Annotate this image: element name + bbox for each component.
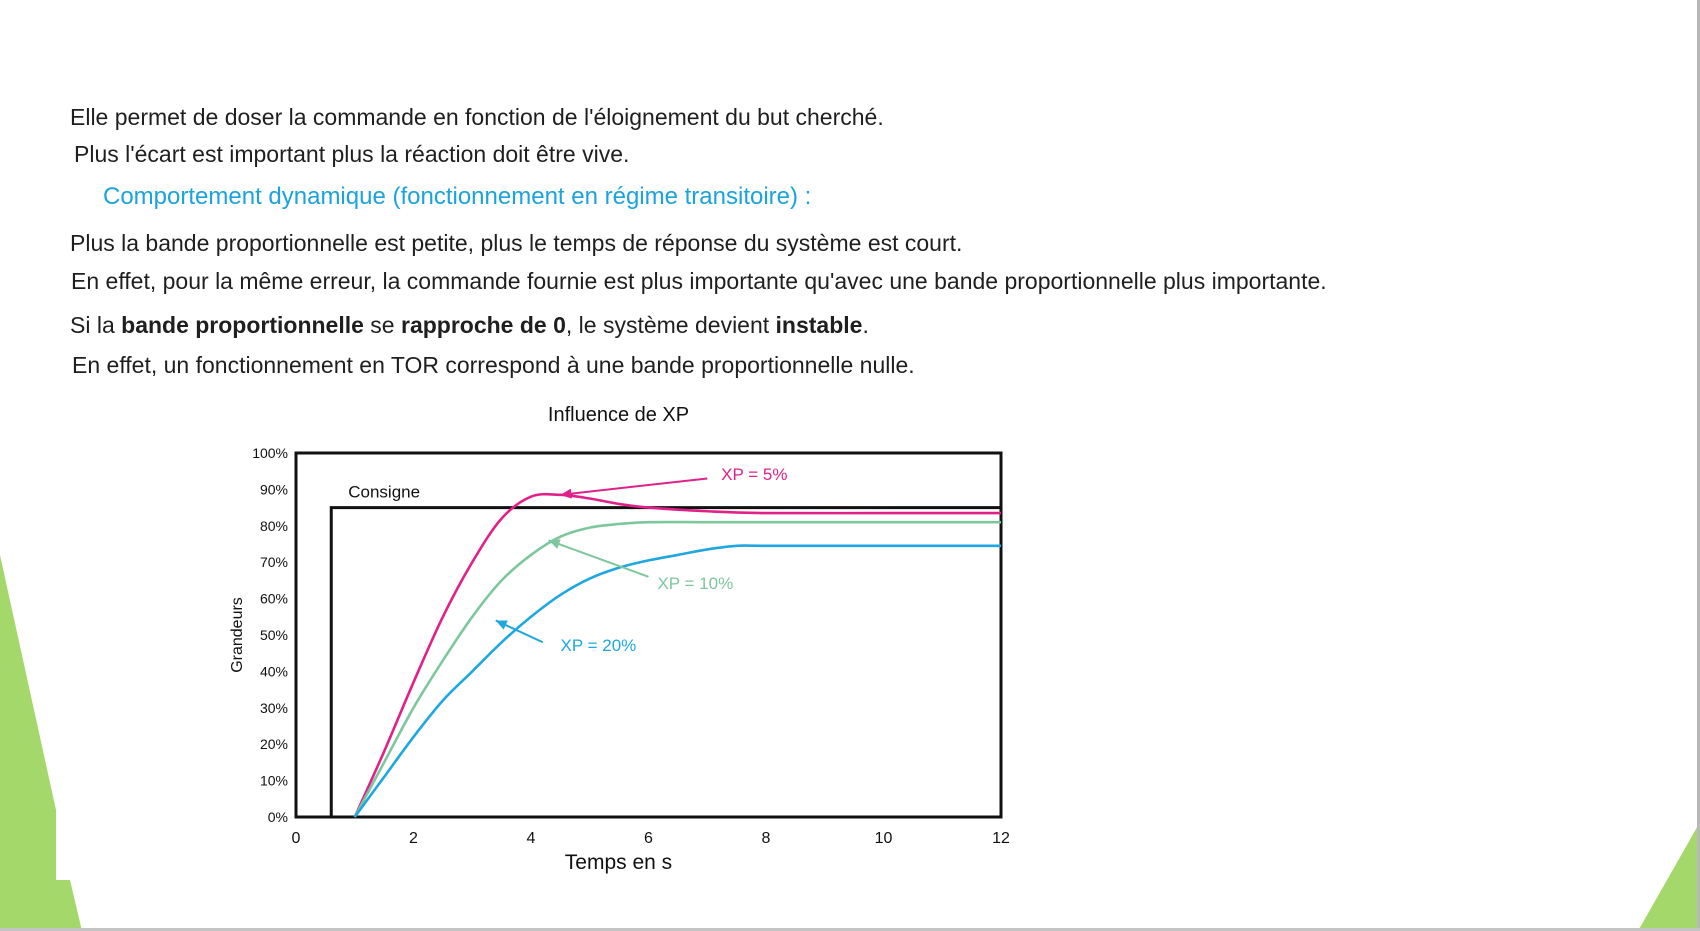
annotation-arrow-line (560, 478, 707, 494)
text-line-6: En effet, un fonctionnement en TOR correspond à une bande proportionnelle nulle. (72, 352, 915, 378)
consigne-label: Consigne (348, 482, 421, 502)
series-annotation-label: XP = 10% (657, 574, 734, 594)
xp-influence-chart (220, 395, 1020, 885)
bold-rapproche: rapproche de 0 (401, 312, 566, 338)
left-green-shape (0, 555, 82, 931)
y-tick-label: 60% (259, 590, 288, 607)
x-tick-label: 2 (409, 830, 418, 847)
y-tick-label: 80% (259, 517, 288, 534)
x-tick-label: 8 (761, 830, 771, 847)
y-tick-label: 100% (252, 445, 288, 461)
y-tick-label: 90% (259, 481, 288, 498)
series-line-1 (355, 494, 1001, 817)
x-tick-label: 6 (644, 830, 653, 847)
right-green-shape (1638, 822, 1700, 931)
y-tick-label: 0% (267, 809, 288, 825)
y-tick-label: 40% (259, 663, 288, 680)
series-annotation-label: XP = 5% (721, 464, 788, 484)
series-line-2 (355, 522, 1001, 817)
series-annotation-label: XP = 20% (560, 635, 637, 655)
y-tick-label: 10% (259, 772, 288, 789)
section-heading: Comportement dynamique (fonctionnement en régime transitoire) : (103, 183, 812, 210)
y-axis-label: Grandeurs (229, 597, 246, 673)
x-tick-label: 0 (291, 830, 301, 847)
text-line-5-part-2: se (363, 312, 401, 338)
bold-bande-proportionnelle: bande proportionnelle (121, 312, 364, 338)
y-tick-label: 30% (259, 699, 288, 716)
text-line-5-part-1: Si la (70, 312, 122, 338)
consigne-line (331, 508, 1001, 817)
x-axis-label: Temps en s (564, 851, 673, 874)
bold-instable: instable (775, 312, 863, 338)
y-tick-label: 20% (259, 736, 288, 753)
x-tick-label: 12 (992, 830, 1010, 847)
text-line-3: Plus la bande proportionnelle est petite, plus le temps de réponse du système est court. (70, 230, 963, 256)
x-tick-label: 10 (874, 830, 893, 847)
text-line-4: En effet, pour la même erreur, la commande fournie est plus importante qu'avec une bande proportionnelle plus importante. (71, 268, 1327, 294)
text-line-5 (70, 312, 869, 339)
annotation-arrow-line (549, 540, 649, 576)
chart-title: Influence de XP (547, 404, 690, 426)
annotation-arrow-head (549, 539, 561, 548)
y-tick-label: 70% (259, 554, 288, 571)
y-tick-label: 50% (259, 627, 288, 643)
x-tick-label: 4 (526, 830, 536, 847)
text-line-1: Elle permet de doser la commande en fonction de l'éloignement du but cherché. (70, 104, 884, 130)
text-line-5-part-3: , le système devient (565, 312, 776, 338)
text-line-5-part-4: . (862, 312, 869, 338)
text-line-2: Plus l'écart est important plus la réaction doit être vive. (74, 141, 630, 167)
